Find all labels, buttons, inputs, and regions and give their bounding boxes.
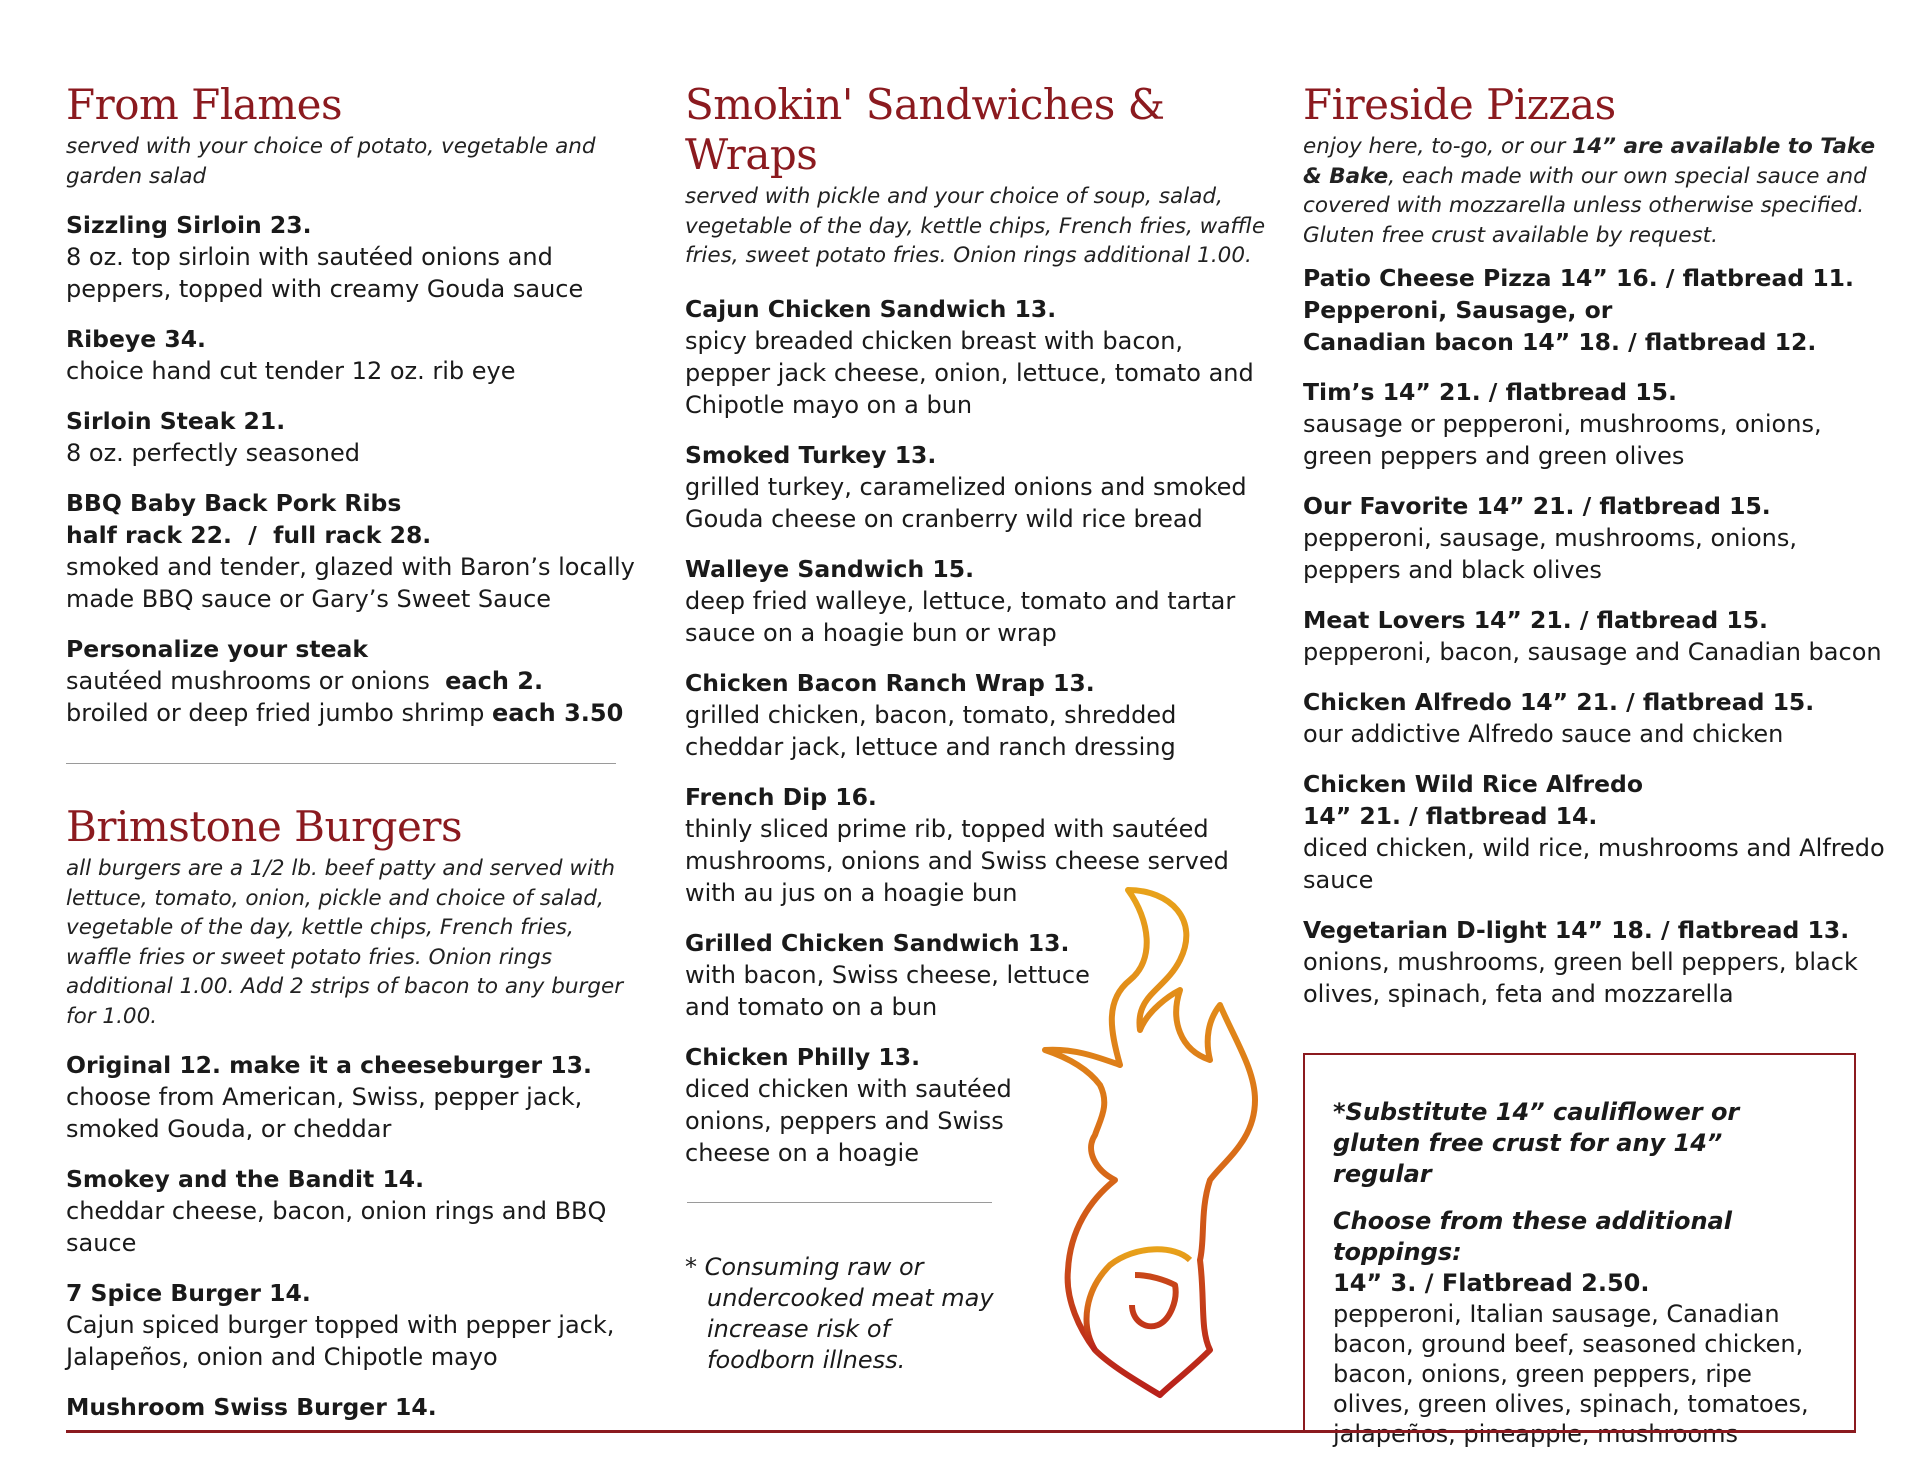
item-desc: grilled chicken, bacon, tomato, shredded cheddar jack, lettuce and ranch dressing [685, 700, 1177, 761]
item-name: Ribeye 34. [66, 325, 206, 353]
section-intro [1303, 132, 1893, 250]
item-desc: pepperoni, bacon, sausage and Canadian bacon [1303, 638, 1882, 666]
item-name: Walleye Sandwich 15. [685, 554, 974, 583]
item-desc: thinly sliced prime rib, topped with sautéed mushrooms, onions and Swiss cheese served with au jus on a hoagie bun [685, 814, 1229, 907]
divider [66, 763, 616, 764]
menu-item [66, 405, 636, 469]
item-desc: spicy breaded chicken breast with bacon, pepper jack cheese, onion, lettuce, tomato and Chipotle mayo on a bun [685, 326, 1254, 419]
menu-item [66, 633, 636, 729]
item-desc: with bacon, Swiss cheese, lettuce and tomato on a bun [685, 960, 1090, 1021]
section-title-from-flames: From Flames [66, 80, 343, 129]
item-desc: pepperoni, sausage, mushrooms, onions, peppers and black olives [1303, 524, 1798, 584]
item-desc: our addictive Alfredo sauce and chicken [1303, 720, 1784, 748]
item-name: Personalize your steak [66, 635, 368, 663]
addon-line [66, 697, 636, 729]
toppings-heading: Choose from these additional toppings: [1333, 1207, 1732, 1266]
section-intro: served with your choice of potato, vegetable and garden salad [66, 134, 596, 189]
addon-price: each 3.50 [491, 699, 624, 727]
column-left [66, 80, 636, 1423]
section-title-fireside-pizzas: Fireside Pizzas [1303, 80, 1616, 129]
item-name: Cajun Chicken Sandwich 13. [685, 294, 1057, 323]
item-desc: deep fried walleye, lettuce, tomato and tartar sauce on a hoagie bun or wrap [685, 586, 1236, 647]
item-name: Sirloin Steak 21. [66, 407, 286, 435]
menu-item [1303, 768, 1893, 896]
item-name: Mushroom Swiss Burger 14. [66, 1393, 437, 1421]
menu-item [66, 1163, 636, 1259]
item-name: French Dip 16. [685, 782, 877, 811]
item-desc: 8 oz. perfectly seasoned [66, 439, 360, 467]
item-name: Chicken Philly 13. [685, 1042, 921, 1071]
item-desc: diced chicken with sautéed onions, peppers and Swiss cheese on a hoagie [685, 1074, 1012, 1167]
item-desc: Cajun spiced burger topped with pepper jack, Jalapeños, onion and Chipotle mayo [66, 1311, 615, 1371]
item-desc: diced chicken, wild rice, mushrooms and Alfredo sauce [1303, 834, 1885, 894]
menu-item [66, 487, 636, 615]
menu-item [685, 439, 1275, 535]
menu-item [685, 293, 1275, 421]
item-name: BBQ Baby Back Pork Ribs [66, 489, 402, 517]
menu-item [1303, 376, 1893, 472]
addon-text: broiled or deep fried jumbo shrimp [66, 699, 485, 727]
addon-text: sautéed mushrooms or onions [66, 667, 430, 695]
pizza-options-box [1303, 1053, 1856, 1448]
item-price: half rack 22. / full rack 28. [66, 521, 432, 549]
intro-highlight: 14” are available to Take & Bake [1303, 134, 1876, 189]
menu-item [66, 323, 636, 387]
item-desc: onions, mushrooms, green bell peppers, black olives, spinach, feta and mozzarella [1303, 948, 1858, 1008]
item-name: Pepperoni, Sausage, or [1303, 296, 1613, 324]
toppings-list: pepperoni, Italian sausage, Canadian bacon, ground beef, seasoned chicken, bacon, onions, green peppers, ripe olives, green olives, spinach, tomatoes, jalapeños, pineapple, mushrooms [1333, 1300, 1809, 1448]
menu-item [685, 667, 1275, 763]
food-safety-note: * Consuming raw or undercooked meat may increase risk of foodborn illness. [685, 1253, 994, 1374]
menu-item [66, 1391, 636, 1423]
item-name: Smoked Turkey 13. [685, 440, 937, 469]
section-intro: served with pickle and your choice of soup, salad, vegetable of the day, kettle chips, French fries, waffle fries, sweet potato fries. Onion rings additional 1.00. [685, 184, 1266, 268]
menu-item [66, 1277, 636, 1373]
menu-item [66, 1049, 636, 1145]
item-desc: cheddar cheese, bacon, onion rings and BBQ sauce [66, 1197, 607, 1257]
item-name: Original 12. make it a cheeseburger 13. [66, 1051, 592, 1079]
item-name: Chicken Alfredo 14” 21. / flatbread 15. [1303, 688, 1815, 716]
menu-item [66, 209, 636, 305]
addon-price: each 2. [445, 667, 544, 695]
menu-item [1303, 490, 1893, 586]
menu-item [1303, 262, 1893, 358]
item-desc: choose from American, Swiss, pepper jack, smoked Gouda, or cheddar [66, 1083, 583, 1143]
menu-item [1303, 686, 1893, 750]
item-desc: 8 oz. top sirloin with sautéed onions and peppers, topped with creamy Gouda sauce [66, 243, 584, 303]
item-name: Chicken Bacon Ranch Wrap 13. [685, 668, 1095, 697]
item-name: Tim’s 14” 21. / flatbread 15. [1303, 378, 1677, 406]
item-name: Chicken Wild Rice Alfredo [1303, 770, 1644, 798]
item-name: Canadian bacon 14” 18. / flatbread 12. [1303, 328, 1817, 356]
item-name: 7 Spice Burger 14. [66, 1279, 311, 1307]
addon-line [66, 665, 636, 697]
menu-item [685, 553, 1275, 649]
section-title-brimstone-burgers: Brimstone Burgers [66, 802, 463, 851]
toppings-price: 14” 3. / Flatbread 2.50. [1333, 1269, 1650, 1297]
menu-item [1303, 604, 1893, 668]
item-desc: grilled turkey, caramelized onions and smoked Gouda cheese on cranberry wild rice bread [685, 472, 1247, 533]
flame-icon [1040, 880, 1270, 1400]
intro-text: enjoy here, to-go, or our [1303, 134, 1573, 159]
section-title-smokin-sandwiches: Smokin' Sandwiches & Wraps [685, 80, 1165, 179]
item-name: Vegetarian D-light 14” 18. / flatbread 13. [1303, 916, 1850, 944]
bottom-divider [66, 1430, 1856, 1433]
item-desc: choice hand cut tender 12 oz. rib eye [66, 357, 516, 385]
item-name: Our Favorite 14” 21. / flatbread 15. [1303, 492, 1771, 520]
item-name: Meat Lovers 14” 21. / flatbread 15. [1303, 606, 1768, 634]
intro-text: , each made with our own special sauce and covered with mozzarella unless otherwise specified. Gluten free crust available by request. [1303, 163, 1867, 248]
spacer [1333, 1190, 1826, 1206]
item-name: Patio Cheese Pizza 14” 16. / flatbread 11. [1303, 264, 1854, 292]
item-name: Smokey and the Bandit 14. [66, 1165, 425, 1193]
section-intro: all burgers are a 1/2 lb. beef patty and served with lettuce, tomato, onion, pickle and choice of salad, vegetable of the day, kettle chips, French fries, waffle fries or sweet potato fries. Onion rings additional 1.00. Add 2 strips of bacon to any burger for 1.00. [66, 856, 624, 1029]
menu-item [1303, 914, 1893, 1010]
item-desc: sausage or pepperoni, mushrooms, onions, green peppers and green olives [1303, 410, 1822, 470]
substitute-note: *Substitute 14” cauliflower or gluten free crust for any 14” regular [1333, 1098, 1740, 1188]
item-desc: smoked and tender, glazed with Baron’s locally made BBQ sauce or Gary’s Sweet Sauce [66, 553, 635, 613]
item-name: Sizzling Sirloin 23. [66, 211, 312, 239]
column-right [1303, 80, 1893, 1010]
menu-item [685, 1041, 1025, 1169]
item-name: Grilled Chicken Sandwich 13. [685, 928, 1070, 957]
item-price: 14” 21. / flatbread 14. [1303, 802, 1598, 830]
divider [687, 1202, 992, 1203]
